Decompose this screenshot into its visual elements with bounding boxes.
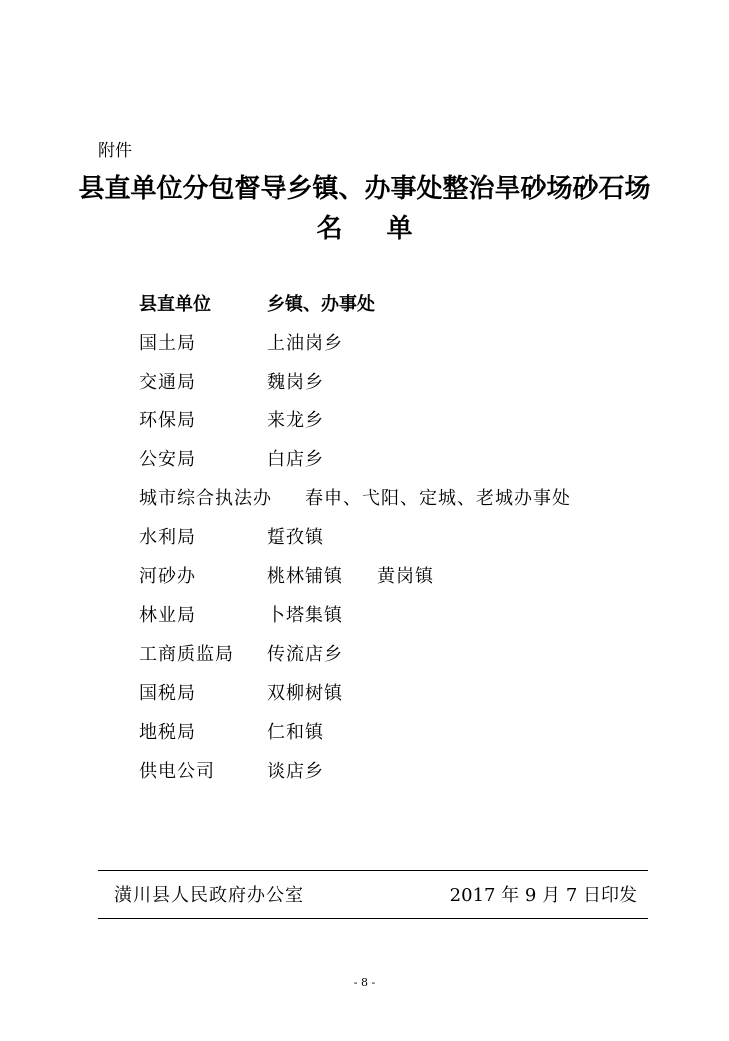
row-unit: 城市综合执法办 [139,488,272,509]
row-towns: 桃林铺镇 [267,566,343,587]
document-title: 县直单位分包督导乡镇、办事处整治旱砂场砂石场 [78,174,651,204]
row-unit: 地税局 [139,722,196,743]
row-unit: 水利局 [139,527,196,548]
footer-rule-bottom [98,918,648,919]
row-unit: 工商质监局 [139,644,234,665]
row-unit: 供电公司 [139,761,215,782]
header-unit: 县直单位 [139,294,211,315]
row-towns: 卜塔集镇 [267,605,343,626]
row-towns-secondary: 黄岗镇 [377,566,434,587]
row-unit: 交通局 [139,372,196,393]
issue-date: 2017 年 9 月 7 日印发 [449,885,637,906]
row-towns: 踅孜镇 [267,527,324,548]
row-towns: 上油岗乡 [267,333,343,354]
row-towns: 仁和镇 [267,722,324,743]
title-char-1: 名 [316,214,343,244]
row-unit: 国土局 [139,333,196,354]
row-towns: 魏岗乡 [267,372,324,393]
page-number: - 8 - [353,976,376,989]
row-unit: 国税局 [139,683,196,704]
document-title-line2 [0,208,729,245]
row-unit: 河砂办 [139,566,196,587]
issuer-name: 潢川县人民政府办公室 [114,885,304,906]
row-towns: 白店乡 [267,449,324,470]
row-unit: 林业局 [139,605,196,626]
title-char-2: 单 [386,214,413,244]
row-unit: 环保局 [139,410,196,431]
row-towns: 传流店乡 [267,644,343,665]
row-towns: 双柳树镇 [267,683,343,704]
row-towns: 谈店乡 [267,761,324,782]
header-towns: 乡镇、办事处 [267,294,375,315]
footer-rule-top [98,870,648,871]
row-unit: 公安局 [139,449,196,470]
row-towns: 春申、弋阳、定城、老城办事处 [305,488,571,509]
row-towns: 来龙乡 [267,410,324,431]
attachment-label: 附件 [98,141,132,161]
